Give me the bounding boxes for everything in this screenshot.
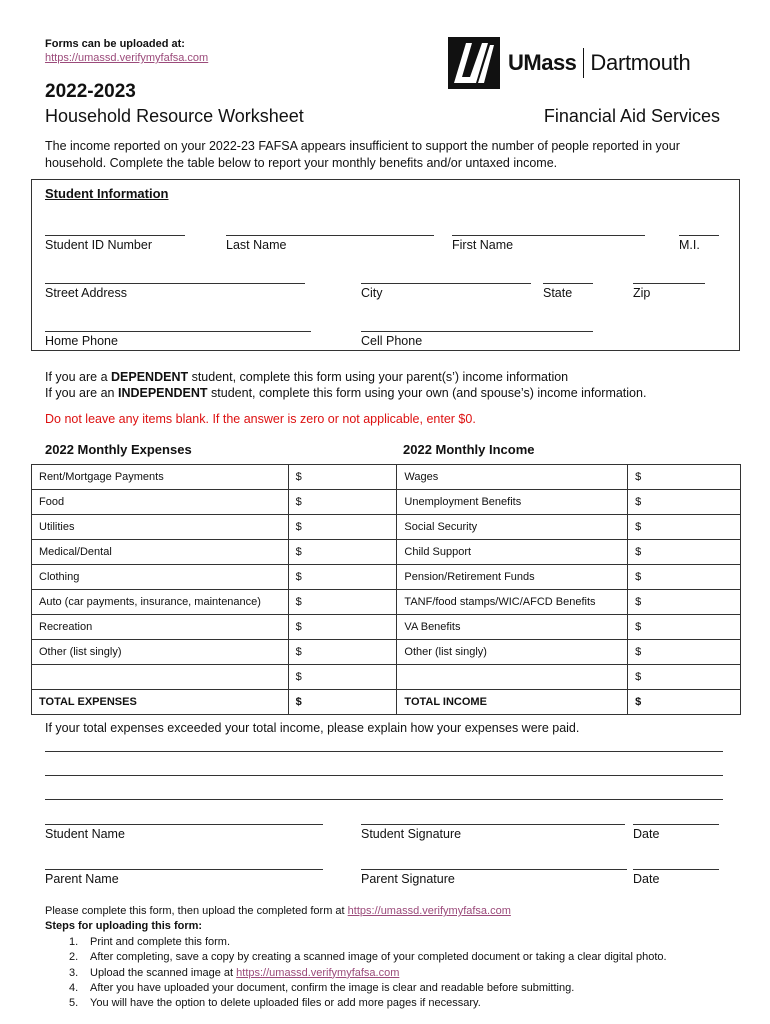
student-date-field[interactable] [633, 824, 719, 825]
expense-label: Clothing [32, 565, 289, 590]
income-label: Unemployment Benefits [397, 490, 628, 515]
intro-text: The income reported on your 2022-23 FAFSA appears insufficient to support the number of people reported in your household. Complete the table below to report your monthly benefits and/or untaxed income. [45, 139, 680, 170]
income-amount-field[interactable]: $ [628, 565, 741, 590]
explain-line-3[interactable] [45, 799, 723, 800]
steps-list [45, 935, 745, 1012]
complete-instruction: Please complete this form, then upload the completed form at https://umassd.verifymyfafsa.com [45, 905, 511, 917]
explain-line-2[interactable] [45, 775, 723, 776]
income-amount-field[interactable]: $ [628, 515, 741, 540]
table-row [32, 515, 741, 540]
student-info-box [31, 179, 740, 351]
expenses-title: 2022 Monthly Expenses [45, 442, 192, 457]
step-text: You will have the option to delete uploaded files or add more pages if necessary. [90, 997, 481, 1010]
table-row [32, 590, 741, 615]
home-phone-field[interactable] [45, 331, 311, 332]
expense-label: Auto (car payments, insurance, maintenance) [32, 590, 289, 615]
expense-amount-field[interactable]: $ [288, 465, 397, 490]
step-number: 1. [69, 935, 79, 948]
income-label: Child Support [397, 540, 628, 565]
expense-label: Rent/Mortgage Payments [32, 465, 289, 490]
logo-divider [583, 48, 584, 78]
first-name-field[interactable] [452, 235, 645, 236]
city-field[interactable] [361, 283, 531, 284]
step-number: 2. [69, 951, 79, 964]
student-signature-field[interactable] [361, 824, 625, 825]
expense-amount-field[interactable]: $ [288, 665, 397, 690]
logo-umass-text: UMass [508, 50, 577, 75]
mi-field[interactable] [679, 235, 719, 236]
step-text: After you have uploaded your document, confirm the image is clear and readable before submitting. [90, 982, 575, 995]
state-label: State [543, 286, 573, 300]
umass-dartmouth-logo [448, 37, 690, 89]
step-number: 3. [69, 966, 79, 979]
home-phone-label: Home Phone [45, 334, 118, 348]
income-amount-field[interactable]: $ [628, 490, 741, 515]
footer-instructions [45, 904, 745, 1012]
table-row [32, 640, 741, 665]
expense-label: Food [32, 490, 289, 515]
expense-amount-field[interactable]: $ [288, 590, 397, 615]
zip-label: Zip [633, 286, 651, 300]
expense-amount-field[interactable]: $ [288, 615, 397, 640]
expense-label: Other (list singly) [32, 640, 289, 665]
income-label [397, 665, 628, 690]
table-row [32, 565, 741, 590]
income-label: TANF/food stamps/WIC/AFCD Benefits [397, 590, 628, 615]
steps-title: Steps for uploading this form: [45, 920, 203, 933]
income-amount-field[interactable]: $ [628, 590, 741, 615]
parent-signature-label: Parent Signature [361, 872, 455, 886]
income-label: Wages [397, 465, 628, 490]
student-name-field[interactable] [45, 824, 323, 825]
form-title: Household Resource Worksheet [45, 106, 304, 126]
parent-name-field[interactable] [45, 869, 323, 870]
explain-line-1[interactable] [45, 751, 723, 752]
table-row [32, 490, 741, 515]
expense-label: Recreation [32, 615, 289, 640]
step-item [45, 966, 745, 981]
step-upload-link[interactable]: https://umassd.verifymyfafsa.com [236, 966, 400, 979]
total-income-field[interactable]: $ [628, 690, 741, 715]
footer-upload-link[interactable]: https://umassd.verifymyfafsa.com [347, 905, 511, 917]
income-label: Pension/Retirement Funds [397, 565, 628, 590]
academic-year: 2022-2023 [45, 81, 136, 102]
step-number: 5. [69, 997, 79, 1010]
upload-label: Forms can be uploaded at: [45, 38, 185, 50]
step-item [45, 935, 745, 950]
step-text: Upload the scanned image at [90, 966, 237, 979]
street-field[interactable] [45, 283, 305, 284]
first-name-label: First Name [452, 238, 514, 252]
dependent-instruction: If you are a DEPENDENT student, complete this form using your parent(s’) income information [45, 370, 569, 384]
expense-income-table [31, 464, 741, 715]
table-row [32, 665, 741, 690]
step-text: Print and complete this form. [90, 935, 231, 948]
expense-label: Utilities [32, 515, 289, 540]
city-label: City [361, 286, 383, 300]
expense-label: Medical/Dental [32, 540, 289, 565]
expense-amount-field[interactable]: $ [288, 565, 397, 590]
income-amount-field[interactable]: $ [628, 465, 741, 490]
student-id-field[interactable] [45, 235, 185, 236]
warning-text: Do not leave any items blank. If the answer is zero or not applicable, enter $0. [45, 412, 476, 426]
income-amount-field[interactable]: $ [628, 665, 741, 690]
expense-label [32, 665, 289, 690]
department-name: Financial Aid Services [543, 106, 720, 126]
last-name-field[interactable] [226, 235, 434, 236]
step-item [45, 996, 745, 1011]
zip-field[interactable] [633, 283, 705, 284]
income-label: Other (list singly) [397, 640, 628, 665]
street-label: Street Address [45, 286, 127, 300]
step-text: After completing, save a copy by creating a scanned image of your completed document or taking a clear digital photo. [90, 951, 667, 964]
explain-prompt: If your total expenses exceeded your total income, please explain how your expenses were paid. [45, 721, 580, 735]
income-amount-field[interactable]: $ [628, 640, 741, 665]
independent-instruction: If you are an INDEPENDENT student, complete this form using your own (and spouse’s) income information. [45, 386, 647, 400]
state-field[interactable] [543, 283, 593, 284]
parent-name-label: Parent Name [45, 872, 119, 886]
income-label: Social Security [397, 515, 628, 540]
income-title: 2022 Monthly Income [403, 442, 535, 457]
student-date-label: Date [633, 827, 660, 841]
total-expenses-field[interactable]: $ [288, 690, 397, 715]
umass-logo-icon [448, 37, 500, 89]
student-info-title: Student Information [45, 186, 169, 201]
table-row [32, 465, 741, 490]
logo-dartmouth-text: Dartmouth [590, 50, 691, 75]
total-expenses-label: TOTAL EXPENSES [32, 690, 289, 715]
student-id-label: Student ID Number [45, 238, 152, 252]
student-name-label: Student Name [45, 827, 125, 841]
cell-phone-label: Cell Phone [361, 334, 423, 348]
upload-link[interactable]: https://umassd.verifymyfafsa.com [45, 52, 209, 64]
last-name-label: Last Name [226, 238, 287, 252]
total-income-label: TOTAL INCOME [397, 690, 628, 715]
parent-date-field[interactable] [633, 869, 719, 870]
expense-amount-field[interactable]: $ [288, 540, 397, 565]
expense-amount-field[interactable]: $ [288, 490, 397, 515]
income-amount-field[interactable]: $ [628, 540, 741, 565]
table-row [32, 615, 741, 640]
student-signature-label: Student Signature [361, 827, 462, 841]
expense-amount-field[interactable]: $ [288, 640, 397, 665]
cell-phone-field[interactable] [361, 331, 593, 332]
parent-signature-field[interactable] [361, 869, 627, 870]
step-number: 4. [69, 982, 79, 995]
total-row [32, 690, 741, 715]
income-label: VA Benefits [397, 615, 628, 640]
step-item [45, 981, 745, 996]
step-item [45, 950, 745, 965]
parent-date-label: Date [633, 872, 660, 886]
table-row [32, 540, 741, 565]
expense-amount-field[interactable]: $ [288, 515, 397, 540]
mi-label: M.I. [679, 238, 700, 252]
income-amount-field[interactable]: $ [628, 615, 741, 640]
